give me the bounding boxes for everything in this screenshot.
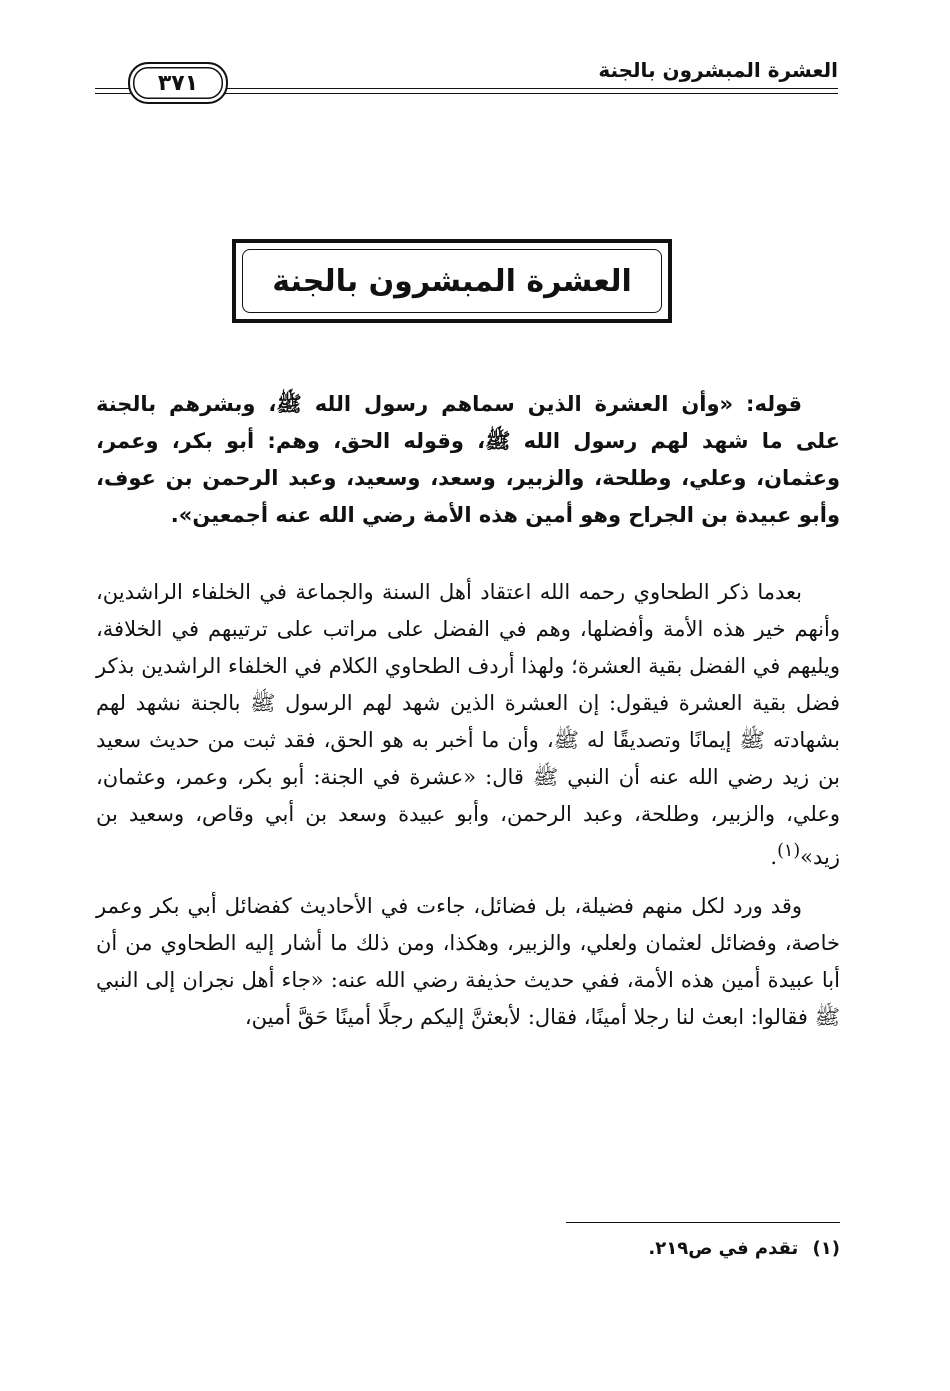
page-number: ٣٧١ — [128, 62, 228, 104]
footnote — [648, 1238, 840, 1259]
footnote-number: (١) — [812, 1238, 840, 1259]
footnote-reference: (١) — [777, 841, 801, 861]
chapter-title-frame — [232, 239, 672, 323]
commentary-paragraph-1: بعدما ذكر الطحاوي رحمه الله اعتقاد أهل السنة والجماعة في الخلفاء الراشدين، وأنهم خير هذه الأمة وأفضلها، وهم في الفضل على مراتب على ترتيبهم في الخلافة، ويليهم في الفضل بقية العشرة؛ ولهذا أردف الطحاوي الكلام في الخلفاء الراشدين بذكر فضل بقية العشرة فيقول: إن العشرة الذين شهد لهم الرسول ﷺ بالجنة نشهد لهم بشهادته ﷺ إيمانًا وتصديقًا له ﷺ، وأن ما أخبر به هو الحق، فقد ثبت من حديث سعيد بن زيد رضي الله عنه أن النبي ﷺ قال: «عشرة في الجنة: أبو بكر، وعمر، وعثمان، وعلي، والزبير، وطلحة، وعبد الرحمن، وأبو عبيدة وسعد بن أبي وقاص، وسعيد بن زيد»$^{(١)}$. — [96, 580, 840, 869]
footnote-text: تقدم في ص٢١٩. — [648, 1238, 799, 1259]
footnote-separator — [566, 1222, 840, 1223]
commentary-paragraph-1-text: بعدما ذكر الطحاوي رحمه الله اعتقاد أهل السنة والجماعة في الخلفاء الراشدين، وأنهم خير هذه الأمة وأفضلها، وهم في الفضل على مراتب على ترتيبهم في الخلافة، ويليهم في الفضل بقية العشرة؛ ولهذا أردف الطحاوي الكلام في الخلفاء الراشدين بذكر فضل بقية العشرة فيقول: إن العشرة الذين شهد لهم الرسول ﷺ بالجنة نشهد لهم بشهادته ﷺ إيمانًا وتصديقًا له ﷺ، وأن ما أخبر به هو الحق، فقد ثبت من حديث سعيد بن زيد رضي الله عنه أن النبي ﷺ قال: «عشرة في الجنة: أبو بكر، وعمر، وعثمان، وعلي، والزبير، وطلحة، وعبد الرحمن، وأبو عبيدة وسعد بن أبي وقاص، وسعيد بن زيد» — [96, 580, 840, 869]
chapter-title: العشرة المبشرون بالجنة — [272, 263, 632, 299]
commentary-paragraph-2: وقد ورد لكل منهم فضيلة، بل فضائل، جاءت في الأحاديث كفضائل أبي بكر وعمر خاصة، وفضائل لعثمان ولعلي، والزبير، وهكذا، ومن ذلك ما أشار إليه الطحاوي من أن أبا عبيدة أمين هذه الأمة، ففي حديث حذيفة رضي الله عنه: «جاء أهل نجران إلى النبي ﷺ فقالوا: ابعث لنا رجلا أمينًا، فقال: لأبعثنَّ إليكم رجلًا أمينًا حَقَّ أمين، — [96, 894, 840, 1029]
matn-quote-paragraph: قوله: «وأن العشرة الذين سماهم رسول الله ﷺ، وبشرهم بالجنة على ما شهد لهم رسول الله ﷺ، وقوله الحق، وهم: أبو بكر، وعمر، وعثمان، وعلي، وطلحة، والزبير، وسعد، وسعيد، وعبد الرحمن بن عوف، وأبو عبيدة بن الجراح وهو أمين هذه الأمة رضي الله عنه أجمعين». — [96, 392, 840, 527]
commentary-body — [96, 574, 840, 1048]
matn-quote — [96, 386, 840, 546]
running-header-title: العشرة المبشرون بالجنة — [598, 58, 838, 82]
